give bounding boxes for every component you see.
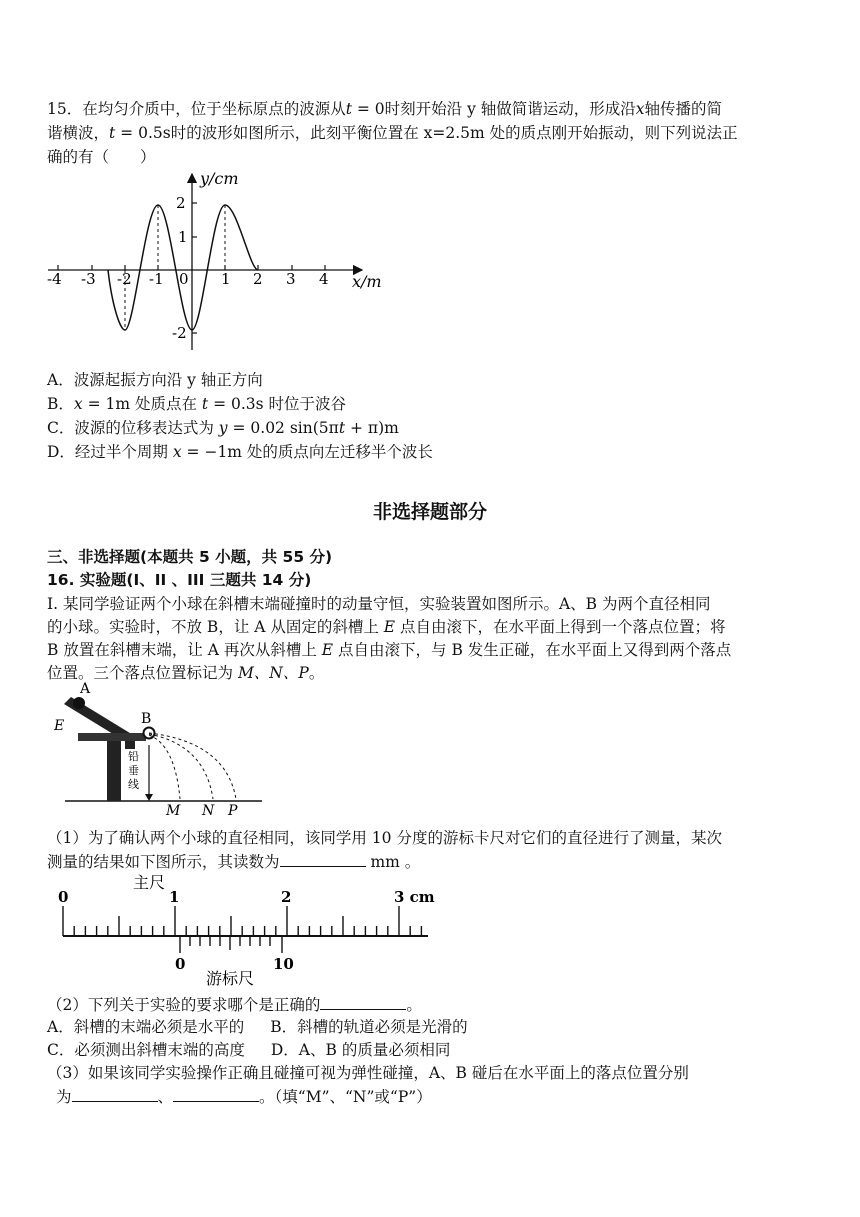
q16-sub2-options-ab [47, 1016, 827, 1038]
label-a: A [80, 681, 91, 697]
answer-blank-a[interactable] [72, 1085, 158, 1102]
q16-sub3-line-1: （3）如果该同学实验操作正确且碰撞可视为弹性碰撞，A、B 碰后在水平面上的落点位置分别 [47, 1064, 689, 1082]
svg-text:-2: -2 [172, 324, 187, 342]
y-axis-label: y/cm [200, 169, 239, 188]
q16-intro-line-2: 的小球。实验时，不放 B，让 A 从固定的斜槽上 E 点自由滚下，在水平面上得到一个落点位置；将 [47, 618, 726, 636]
svg-text:1: 1 [221, 270, 231, 288]
svg-text:-3: -3 [81, 270, 96, 288]
svg-text:0: 0 [179, 270, 189, 288]
svg-text:3 cm: 3 cm [394, 888, 435, 906]
svg-text:2: 2 [281, 888, 292, 906]
bracket [125, 741, 135, 749]
table-top [78, 733, 146, 741]
table-leg [107, 741, 121, 801]
plumb-label: 铅 垂 线 [128, 750, 139, 791]
section-title: 非选择题部分 [372, 501, 487, 523]
answer-blank-reading[interactable] [280, 850, 366, 867]
main-scale-numbers [58, 888, 435, 906]
label-p: P [228, 803, 238, 815]
label-m: M [166, 803, 181, 815]
svg-text:2: 2 [176, 194, 186, 212]
vernier-scale-ticks [180, 936, 282, 953]
plumb-arrow [145, 794, 153, 801]
vernier-scale-label: 游标尺 [206, 969, 255, 988]
label-n: N [202, 803, 215, 815]
x-tick-labels [47, 270, 329, 288]
trajectories [149, 733, 236, 799]
q16-intro-line-3: B 放置在斜槽末端，让 A 再次从斜槽上 E 点自由滚下，与 B 发生正碰，在水平面上又得到两个落点 [47, 641, 732, 659]
wave-graph [40, 165, 400, 365]
q15-line-1: 15．在均匀介质中，位于坐标原点的波源从t = 0时刻开始沿 y 轴做简谐运动，形成沿x轴传播的简 [47, 100, 723, 118]
main-scale-ticks [63, 906, 421, 936]
q15-option-d: D．经过半个周期 x = −1m 处的质点向左迁移半个波长 [47, 443, 433, 461]
ball-a [73, 697, 85, 709]
answer-blank-b[interactable] [173, 1085, 259, 1102]
svg-text:1: 1 [169, 888, 180, 906]
vernier-caliper [50, 870, 450, 990]
svg-text:1: 1 [178, 228, 188, 246]
q16-sub2-options-cd [47, 1039, 827, 1061]
q16-intro-line-1: I. 某同学验证两个小球在斜槽末端碰撞时的动量守恒，实验装置如图所示。A、B 为两个直径相同 [47, 595, 711, 613]
svg-text:-2: -2 [117, 270, 132, 288]
q15-line-2: 谐横波，t = 0.5s时的波形如图所示，此刻平衡位置在 x=2.5m 处的质点刚开始振动，则下列说法正 [47, 124, 738, 142]
q16-sub1-line-2: 测量的结果如下图所示，其读数为 mm 。 [47, 850, 827, 873]
x-axis-label: x/m [352, 272, 382, 291]
q15-option-c: C．波源的位移表达式为 y = 0.02 sin(5πt + π)m [47, 419, 399, 437]
q15-option-b: B．x = 1m 处质点在 t = 0.3s 时位于波谷 [47, 395, 347, 413]
option-a: A．斜槽的末端必须是水平的 [47, 1018, 245, 1036]
svg-text:4: 4 [319, 270, 329, 288]
svg-text:0: 0 [175, 955, 186, 973]
y-tick-labels [172, 194, 188, 342]
label-e: E [54, 718, 65, 734]
q16-header: 16. 实验题(I、II 、III 三题共 14 分) [47, 571, 312, 589]
main-scale-label: 主尺 [133, 873, 166, 892]
wave-curve [108, 205, 258, 330]
label-b: B [141, 711, 152, 727]
svg-text:10: 10 [273, 955, 294, 973]
part3-header: 三、非选择题(本题共 5 小题，共 55 分) [47, 548, 333, 566]
option-c: C．必须测出斜槽末端的高度 [47, 1041, 245, 1059]
svg-text:2: 2 [253, 270, 263, 288]
option-d: D．A、B 的质量必须相同 [270, 1041, 451, 1059]
q16-sub3-line-2: 为 、 。（填“M”、“N”或“P”） [56, 1085, 836, 1108]
q16-sub2: （2）下列关于实验的要求哪个是正确的 。 [47, 993, 827, 1016]
answer-blank-choice[interactable] [320, 993, 406, 1010]
q15-option-a: A．波源起振方向沿 y 轴正方向 [47, 371, 263, 389]
q16-intro-line-4: 位置。三个落点位置标记为 M、N、P。 [47, 664, 325, 682]
q16-sub1-line-1: （1）为了确认两个小球的直径相同，该同学用 10 分度的游标卡尺对它们的直径进行了测量，某次 [47, 829, 722, 847]
svg-text:3: 3 [286, 270, 296, 288]
svg-text:-4: -4 [47, 270, 62, 288]
apparatus-diagram [50, 680, 270, 815]
svg-text:-1: -1 [149, 270, 164, 288]
y-tick-marks [192, 203, 197, 333]
svg-text:0: 0 [58, 888, 69, 906]
option-b: B．斜槽的轨道必须是光滑的 [270, 1018, 468, 1036]
q15-line-3: 确的有（ ） [47, 148, 156, 166]
